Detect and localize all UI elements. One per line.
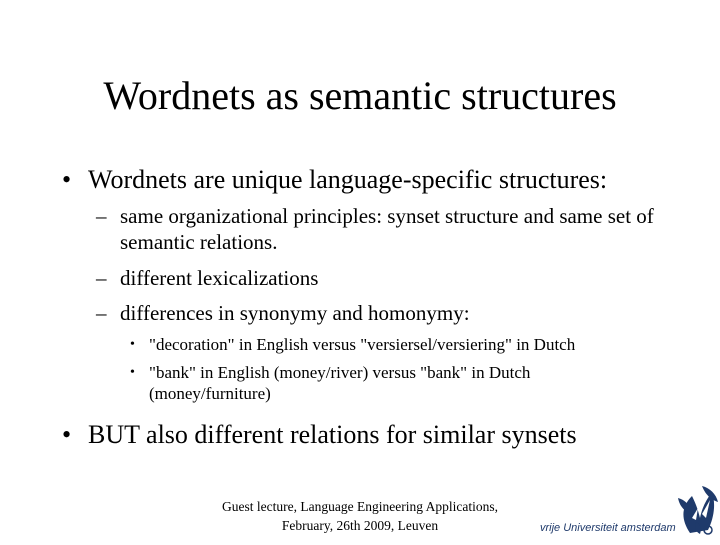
bullet-marker: • xyxy=(130,365,135,380)
dash-marker: – xyxy=(96,204,107,228)
university-logo xyxy=(540,478,720,540)
footer-line: February, 26th 2009, Leuven xyxy=(281,518,439,533)
sub-bullet-text: different lexicalizations xyxy=(120,266,319,290)
slide-title: Wordnets as semantic structures xyxy=(103,73,617,118)
bullet-marker: • xyxy=(62,420,72,449)
dash-marker: – xyxy=(96,301,107,325)
bullet-text: BUT also different relations for similar synsets xyxy=(88,420,577,449)
dash-marker: – xyxy=(96,266,107,290)
footer-line: Guest lecture, Language Engineering Applications, xyxy=(222,499,498,514)
sub-bullet-text: differences in synonymy and homonymy: xyxy=(120,301,470,325)
sub-bullet-text: same organizational principles: synset structure and same set of semantic relations. xyxy=(120,204,654,254)
bullet-marker: • xyxy=(130,337,135,352)
sub-sub-bullet-text: "bank" in English (money/river) versus "bank" in Dutch (money/furniture) xyxy=(149,363,531,403)
logo-text: vrije Universiteit amsterdam xyxy=(540,522,676,534)
bullet-text: Wordnets are unique language-specific structures: xyxy=(88,165,608,194)
bullet-marker: • xyxy=(62,165,72,194)
slide-footer xyxy=(210,497,510,535)
sub-sub-bullet-text: "decoration" in English versus "versiersel/versiering" in Dutch xyxy=(149,335,576,354)
